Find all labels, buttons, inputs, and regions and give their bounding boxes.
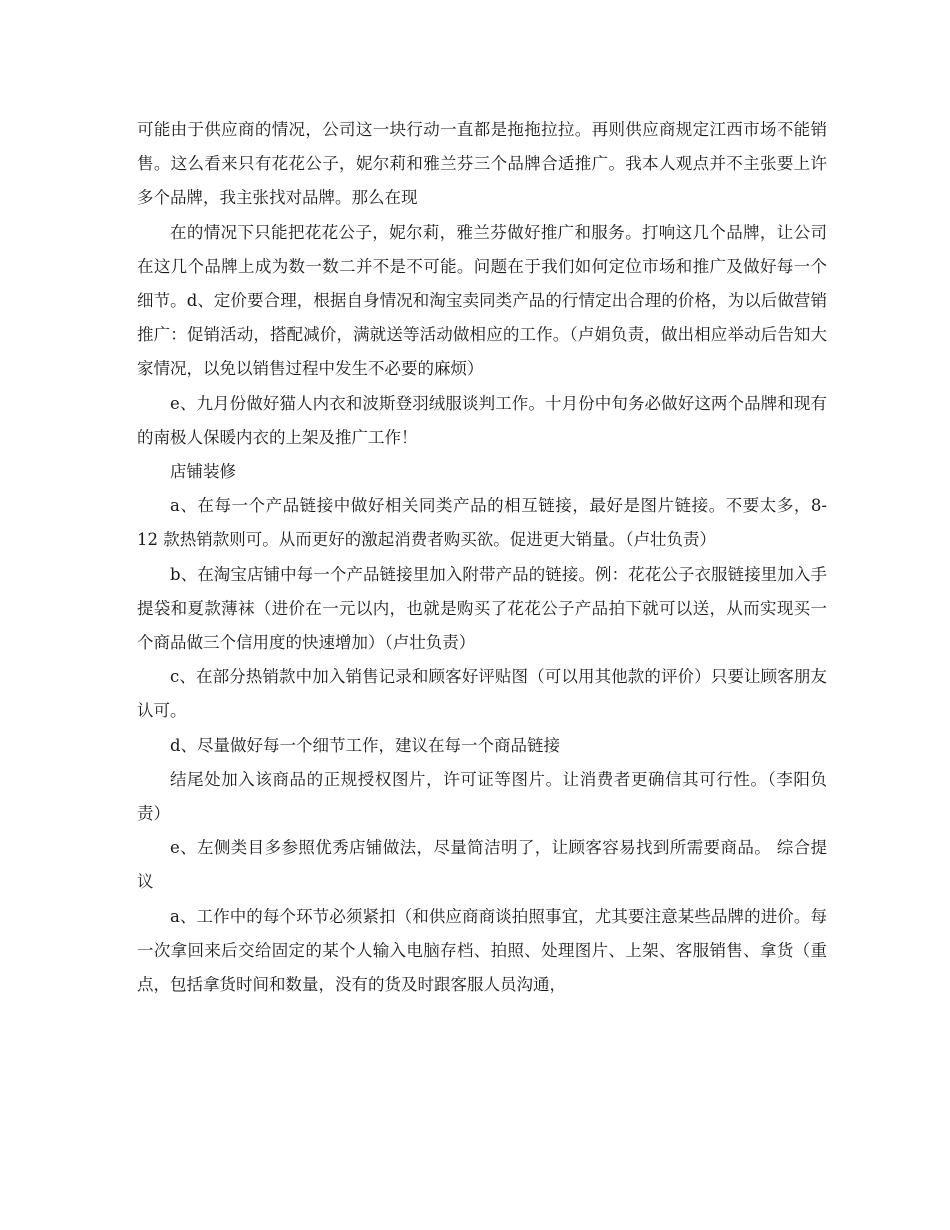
paragraph: 结尾处加入该商品的正规授权图片，许可证等图片。让消费者更确信其可行性。（李阳负责） bbox=[137, 769, 827, 824]
paragraph: 在的情况下只能把花花公子，妮尔莉，雅兰芬做好推广和服务。打响这几个品牌，让公司在这几个品牌上成为数一数二并不是不可能。问题在于我们如何定位市场和推广及做好每一个细节。d、定价要合理，根据自身情况和淘宝卖同类产品的行情定出合理的价格，为以后做营销推广：促销活动，搭配减价，满就送等活动做相应的工作。（卢娟负责，做出相应举动后告知大家情况，以免以销售过程中发生不必要的麻烦） bbox=[137, 222, 827, 379]
paragraph: d、尽量做好每一个细节工作，建议在每一个商品链接 bbox=[170, 735, 561, 755]
paragraph: 可能由于供应商的情况，公司这一块行动一直都是拖拖拉拉。再则供应商规定江西市场不能销售。这么看来只有花花公子，妮尔莉和雅兰芬三个品牌合适推广。我本人观点并不主张要上许多个品牌，我主张找对品牌。那么在现 bbox=[137, 120, 827, 208]
paragraph: e、左侧类目多参照优秀店铺做法，尽量简洁明了，让顾客容易找到所需要商品。 综合提议 bbox=[137, 838, 827, 892]
paragraph: a、工作中的每个环节必须紧扣（和供应商商谈拍照事宜，尤其要注意某些品牌的进价。每一次拿回来后交给固定的某个人输入电脑存档、拍照、处理图片、上架、客服销售、拿货（重点，包括拿货时间和数量，没有的货及时跟客服人员沟通， bbox=[137, 906, 827, 995]
paragraph: e、九月份做好猫人内衣和波斯登羽绒服谈判工作。十月份中旬务必做好这两个品牌和现有的南极人保暖内衣的上架及推广工作！ bbox=[137, 393, 827, 447]
paragraph: c、在部分热销款中加入销售记录和顾客好评贴图（可以用其他款的评价）只要让顾客朋友认可。 bbox=[137, 667, 827, 721]
document-body bbox=[137, 113, 827, 1002]
section-heading: 店铺装修 bbox=[170, 462, 236, 482]
paragraph: a、在每一个产品链接中做好相关同类产品的相互链接，最好是图片链接。不要太多，8-12 款热销款则可。从而更好的激起消费者购买欲。促进更大销量。（卢壮负责） bbox=[137, 496, 827, 550]
paragraph: b、在淘宝店铺中每一个产品链接里加入附带产品的链接。例：花花公子衣服链接里加入手提袋和夏款薄袜（进价在一元以内，也就是购买了花花公子产品拍下就可以送，从而实现买一个商品做三个信用度的快速增加）（卢壮负责） bbox=[137, 564, 827, 653]
